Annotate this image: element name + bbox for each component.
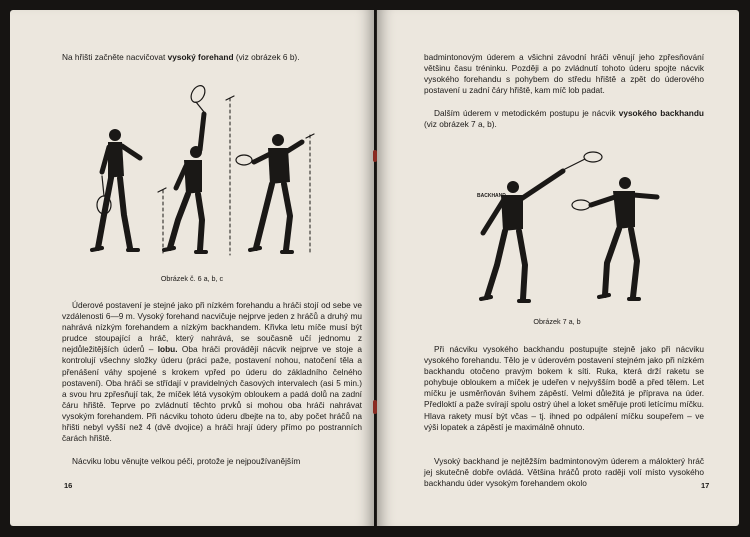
page-number-right: 17 (701, 481, 710, 490)
left-paragraph-2: Nácviku lobu věnujte velkou péči, protože je nejpoužívanějším (72, 456, 301, 466)
binding-thread-mark (373, 400, 377, 414)
left-paragraph-1: Úderové postavení je stejné jako při nízkém forehandu a hráči stojí od sebe ve vzdálenosti 6—9 m. Vysoký forehand nacvičuje nejprve jeden z hráčů a druhý mu nahrává nízkým forehandem a nízkým backhandem. Křivka letu míče musí být prudce stoupající a hráč, který nahrává, se současně učí jednomu z nejdůležitějších úderů – lobu. Oba hráči provádějí nácvik nejprve ve stoje a kontrolují všechny složky úderu (práci paže, postavení nohou, natočení těla a přenášení váhy spojené s krokem vpřed po úderu do základního čelného postavení). Oba hráči se střídají v pravidelných časových intervalech (asi 5 min.) a svou hru zpřesňují tak, že míček létá vysokým obloukem a padá dolů na zadní čáru hřiště. Teprve po zvládnutí těchto prvků si mohou oba hráči nahrávat vysokým forehandem. Při nácviku tohoto úderu dbejte na to, aby počet hráčů na hřišti nebyl vyšší než 4 (dvě dvojice) a hráči hrají údery přímo po postranních čarách hřiště. (62, 300, 362, 444)
player-figure-6a (92, 129, 140, 250)
figure-7-players-illustration (457, 145, 687, 310)
intro-paragraph: Na hřišti začněte nacvičovat vysoký forehand (viz obrázek 6 b). (62, 52, 300, 62)
right-paragraph-3: Při nácviku vysokého backhandu postupujte stejně jako při nácviku vysokého forehandu. Tělo je v úderovém postavení stejném jako při nízkém backhandu otočeno pravým bokem k síti. Ruka, která drží raketu se pohybuje obloukem a míček je udeřen v nejvyšším bodě a před tělem. Let míčku je usměrňován švihem zápěstí. Velmi důležitá je příprava na úder. Předloktí a paže svírají spolu ostrý úhel a loket směřuje proti letícímu míčku. Hlava rakety musí být včas – tj. ihned po odpálení míčku soupeřem – ve výši lopatek a zápěstí je maximálně ohnuto. (424, 344, 704, 432)
backhand-figure-label: BACKHAND (477, 193, 506, 199)
right-paragraph-2: Dalším úderem v metodickém postupu je nácvik vysokého backhandu (viz obrázek 7 a, b). (424, 108, 704, 130)
right-paragraph-1: badmintonovým úderem a všichni závodní hráči věnují jeho zpřesňování většinu času tréninku. Později a po zvládnutí tohoto úderu spojte nácvik vysokého forehandu s pohybem do středu hřiště a zpět do úderového postavení u zadní čáry hřiště, kam míč lob padat. (424, 52, 704, 96)
right-paragraph-4: Vysoký backhand je nejtěžším badmintonovým úderem a málokterý hráč jej skutečně dobře ovládá. Většina hráčů proto raději volí místo vysokého backhandu úder vysokým forehandem okolo (424, 456, 704, 489)
left-page (10, 10, 374, 526)
player-figure-7b (572, 177, 657, 299)
right-page (377, 10, 739, 526)
player-figure-6b (164, 83, 208, 252)
figure-7-caption: Obrázek 7 a, b (533, 317, 581, 326)
figure-6-caption: Obrázek č. 6 a, b, c (160, 274, 224, 283)
binding-thread-mark (373, 150, 377, 162)
page-number-left: 16 (64, 481, 73, 490)
figure-6-players-illustration (78, 80, 318, 265)
player-figure-6c (236, 134, 302, 252)
player-figure-7a (481, 152, 602, 301)
